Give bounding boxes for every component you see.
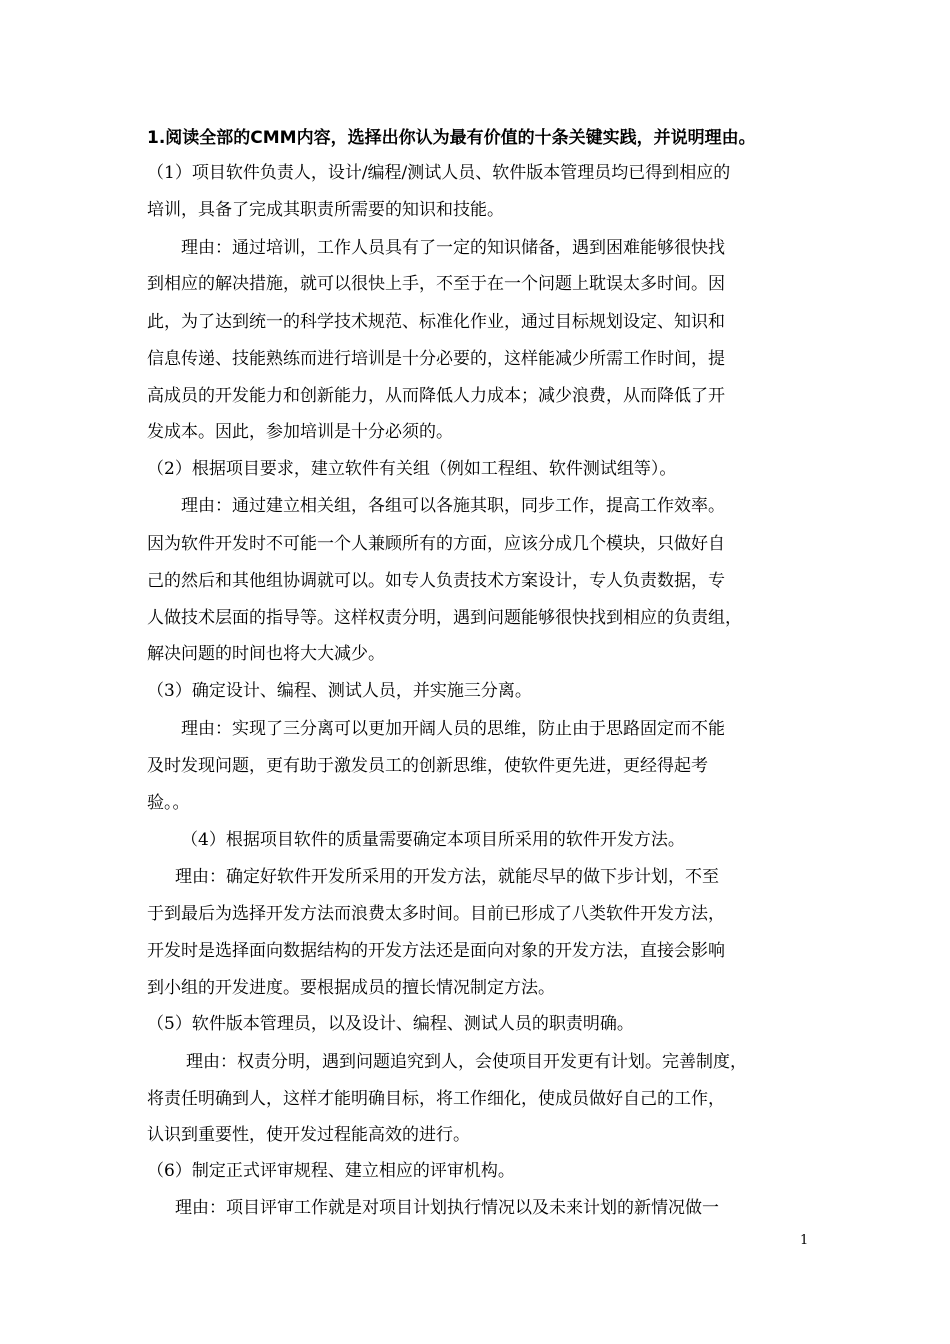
paragraph-line: 高成员的开发能力和创新能力，从而降低人力成本；减少浪费，从而降低了开 — [147, 386, 725, 406]
paragraph-line: 己的然后和其他组协调就可以。如专人负责技术方案设计，专人负责数据，专 — [147, 571, 725, 591]
paragraph-line: 理由：项目评审工作就是对项目计划执行情况以及未来计划的新情况做一 — [175, 1198, 719, 1218]
paragraph-line: （6）制定正式评审规程、建立相应的评审机构。 — [147, 1161, 515, 1181]
paragraph-line: 理由：确定好软件开发所采用的开发方法，就能尽早的做下步计划，不至 — [175, 867, 719, 887]
paragraph-line: 理由：通过建立相关组，各组可以各施其职，同步工作，提高工作效率。 — [181, 496, 725, 516]
paragraph-line: 到相应的解决措施，就可以很快上手，不至于在一个问题上耽误太多时间。因 — [147, 274, 725, 294]
paragraph-line: 理由：实现了三分离可以更加开阔人员的思维，防止由于思路固定而不能 — [181, 719, 725, 739]
page-number: 1 — [800, 1233, 809, 1248]
paragraph-line: 及时发现问题，更有助于激发员工的创新思维，使软件更先进，更经得起考 — [147, 756, 708, 776]
paragraph-line: 将责任明确到人，这样才能明确目标，将工作细化，使成员做好自己的工作， — [147, 1089, 725, 1109]
paragraph-line: 解决问题的时间也将大大减少。 — [147, 644, 385, 664]
paragraph-line: 培训，具备了完成其职责所需要的知识和技能。 — [147, 200, 504, 220]
paragraph-line: 因为软件开发时不可能一个人兼顾所有的方面，应该分成几个模块，只做好自 — [147, 534, 725, 554]
paragraph-line: （5）软件版本管理员，以及设计、编程、测试人员的职责明确。 — [147, 1014, 634, 1034]
paragraph-line: 开发时是选择面向数据结构的开发方法还是面向对象的开发方法，直接会影响 — [147, 941, 725, 961]
paragraph-line: 发成本。因此，参加培训是十分必须的。 — [147, 422, 453, 442]
paragraph-line: 信息传递、技能熟练而进行培训是十分必要的，这样能减少所需工作时间，提 — [147, 349, 725, 369]
document-title: 1.阅读全部的CMM内容，选择出你认为最有价值的十条关键实践，并说明理由。 — [147, 128, 756, 148]
paragraph-line: （4）根据项目软件的质量需要确定本项目所采用的软件开发方法。 — [181, 830, 685, 850]
paragraph-line: 验。。 — [147, 793, 190, 813]
paragraph-line: （1）项目软件负责人，设计/编程/测试人员、软件版本管理员均已得到相应的 — [147, 163, 731, 183]
paragraph-line: 理由：通过培训，工作人员具有了一定的知识储备，遇到困难能够很快找 — [181, 238, 725, 258]
paragraph-line: （3）确定设计、编程、测试人员，并实施三分离。 — [147, 681, 532, 701]
paragraph-line: （2）根据项目要求，建立软件有关组（例如工程组、软件测试组等）。 — [147, 459, 677, 479]
paragraph-line: 认识到重要性，使开发过程能高效的进行。 — [147, 1125, 470, 1145]
paragraph-line: 此，为了达到统一的科学技术规范、标准化作业，通过目标规划设定、知识和 — [147, 312, 725, 332]
paragraph-line: 于到最后为选择开发方法而浪费太多时间。目前已形成了八类软件开发方法， — [147, 904, 725, 924]
paragraph-line: 人做技术层面的指导等。这样权责分明，遇到问题能够很快找到相应的负责组， — [147, 608, 742, 628]
paragraph-line: 理由：权责分明，遇到问题追究到人，会使项目开发更有计划。完善制度， — [186, 1052, 747, 1072]
paragraph-line: 到小组的开发进度。要根据成员的擅长情况制定方法。 — [147, 978, 555, 998]
